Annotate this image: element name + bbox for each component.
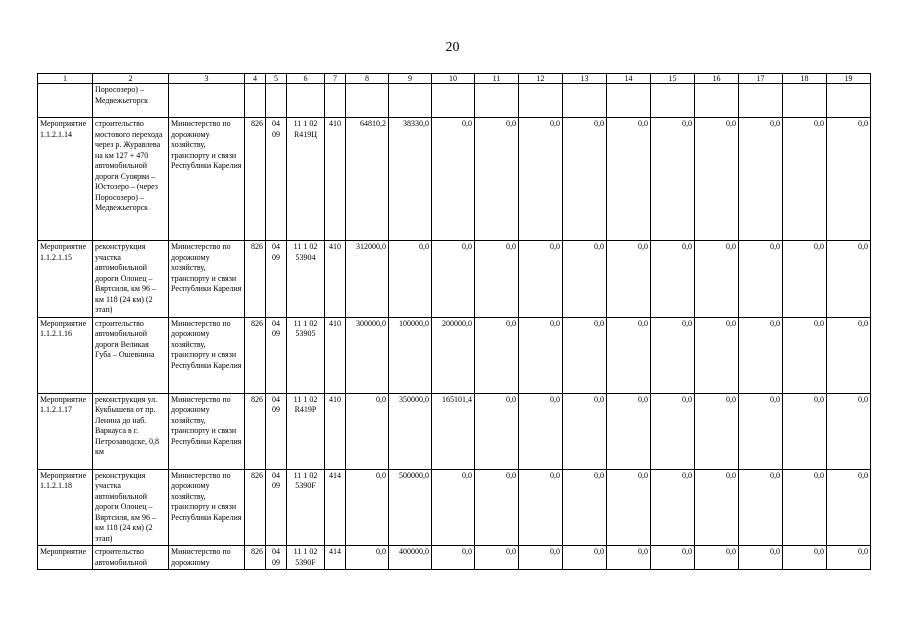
table-cell-c3: Министерство по дорожному хозяйству, транспорту и связи Республики Карелия xyxy=(169,393,245,469)
header-cell: 9 xyxy=(389,74,432,84)
header-cell: 11 xyxy=(475,74,519,84)
table-cell-c18: 0,0 xyxy=(783,317,827,393)
table-cell-c6: 11 1 02 5390F xyxy=(287,469,325,546)
header-cell: 4 xyxy=(245,74,266,84)
table-cell-c10: 165101,4 xyxy=(432,393,475,469)
table-row xyxy=(38,546,871,570)
table-cell-c4: 826 xyxy=(245,469,266,546)
table-cell-c12: 0,0 xyxy=(519,469,563,546)
table-cell-c3: Министерство по дорожному хозяйству, транспорту и связи Республики Карелия xyxy=(169,118,245,241)
table-cell-c2: строительство мостового перехода через р. Журавлева на км 127 + 470 автомобильной дороги Суоярви – Юстозеро – (через Поросозеро) – Медвежьегорск xyxy=(93,118,169,241)
table-cell-c17: 0,0 xyxy=(739,118,783,241)
header-row xyxy=(38,74,871,84)
header-cell: 16 xyxy=(695,74,739,84)
table-cell-c19: 0,0 xyxy=(827,118,871,241)
table-cell-c13: 0,0 xyxy=(563,393,607,469)
table-cell-c6: 11 1 02 5390F xyxy=(287,546,325,570)
table-cell-c14: 0,0 xyxy=(607,393,651,469)
table-cell-c8: 312000,0 xyxy=(346,241,389,318)
page-number: 20 xyxy=(445,40,460,55)
table-cell-c4: 826 xyxy=(245,393,266,469)
header-cell: 1 xyxy=(38,74,93,84)
header-cell: 10 xyxy=(432,74,475,84)
table-cell-c9: 400000,0 xyxy=(389,546,432,570)
table-cell-c11: 0,0 xyxy=(475,118,519,241)
table-cell xyxy=(739,84,783,118)
table-cell xyxy=(563,84,607,118)
table-cell-c7: 410 xyxy=(325,393,346,469)
table-cell-c11: 0,0 xyxy=(475,317,519,393)
table-cell-c6: 11 1 02 R419Р xyxy=(287,393,325,469)
table-cell-c12: 0,0 xyxy=(519,317,563,393)
table-cell-c11: 0,0 xyxy=(475,393,519,469)
header-cell: 15 xyxy=(651,74,695,84)
table-cell xyxy=(827,84,871,118)
table-cell-c1: Мероприятие 1.1.2.1.15 xyxy=(38,241,93,318)
table-cell-c5: 04 09 xyxy=(266,469,287,546)
continuation-row xyxy=(38,84,871,118)
table-row xyxy=(38,241,871,318)
table-cell-c14: 0,0 xyxy=(607,241,651,318)
table-cell-c15: 0,0 xyxy=(651,317,695,393)
table-cell-c4: 826 xyxy=(245,118,266,241)
table-cell-c8: 0,0 xyxy=(346,469,389,546)
table-cell-c16: 0,0 xyxy=(695,317,739,393)
budget-table xyxy=(37,73,871,570)
table-cell-c8: 64810,2 xyxy=(346,118,389,241)
table-cell-c12: 0,0 xyxy=(519,118,563,241)
table-cell-c5: 04 09 xyxy=(266,118,287,241)
table-cell-c19: 0,0 xyxy=(827,241,871,318)
table-cell-c10: 0,0 xyxy=(432,546,475,570)
table-cell-c16: 0,0 xyxy=(695,118,739,241)
table-cell-c8: 300000,0 xyxy=(346,317,389,393)
table-cell xyxy=(783,84,827,118)
table-cell-c1: Мероприятие 1.1.2.1.17 xyxy=(38,393,93,469)
table-cell-c3: Министерство по дорожному хозяйству, транспорту и связи Республики Карелия xyxy=(169,241,245,318)
table-cell-c9: 500000,0 xyxy=(389,469,432,546)
table-cell-c8: 0,0 xyxy=(346,546,389,570)
table-cell-c10: 0,0 xyxy=(432,241,475,318)
table-cell-c17: 0,0 xyxy=(739,546,783,570)
header-cell: 18 xyxy=(783,74,827,84)
table-cell-c5: 04 09 xyxy=(266,241,287,318)
table-cell-c14: 0,0 xyxy=(607,317,651,393)
table-cell-c14: 0,0 xyxy=(607,118,651,241)
table-cell-c14: 0,0 xyxy=(607,546,651,570)
table-cell: Поросозеро) – Медвежьегорск xyxy=(93,84,169,118)
table-cell-c19: 0,0 xyxy=(827,317,871,393)
table-cell-c13: 0,0 xyxy=(563,118,607,241)
table-cell-c4: 826 xyxy=(245,317,266,393)
table-cell-c7: 414 xyxy=(325,469,346,546)
table-cell-c1: Мероприятие 1.1.2.1.18 xyxy=(38,469,93,546)
table-cell-c16: 0,0 xyxy=(695,469,739,546)
table-cell-c9: 38330,0 xyxy=(389,118,432,241)
table-row xyxy=(38,317,871,393)
table-cell xyxy=(346,84,389,118)
table-cell-c17: 0,0 xyxy=(739,317,783,393)
table-cell-c15: 0,0 xyxy=(651,118,695,241)
table-cell-c1: Мероприятие xyxy=(38,546,93,570)
table-cell-c16: 0,0 xyxy=(695,546,739,570)
table-cell-c3: Министерство по дорожному хозяйству, транспорту и связи Республики Карелия xyxy=(169,469,245,546)
table-cell-c3: Министерство по дорожному xyxy=(169,546,245,570)
header-cell: 2 xyxy=(93,74,169,84)
table-cell-c9: 0,0 xyxy=(389,241,432,318)
table-cell-c2: строительство автомобильной дороги Великая Губа – Ошевнина xyxy=(93,317,169,393)
table-cell-c5: 04 09 xyxy=(266,317,287,393)
table-cell-c18: 0,0 xyxy=(783,546,827,570)
table-cell-c17: 0,0 xyxy=(739,241,783,318)
table-cell-c13: 0,0 xyxy=(563,317,607,393)
table-cell-c17: 0,0 xyxy=(739,469,783,546)
header-cell: 5 xyxy=(266,74,287,84)
table-cell-c7: 410 xyxy=(325,317,346,393)
table-cell-c19: 0,0 xyxy=(827,393,871,469)
table-cell-c19: 0,0 xyxy=(827,469,871,546)
table-cell-c11: 0,0 xyxy=(475,546,519,570)
table-cell-c13: 0,0 xyxy=(563,469,607,546)
table-cell xyxy=(266,84,287,118)
table-cell-c5: 04 09 xyxy=(266,393,287,469)
table-cell xyxy=(432,84,475,118)
table-cell-c18: 0,0 xyxy=(783,241,827,318)
table-cell-c18: 0,0 xyxy=(783,118,827,241)
table-cell-c7: 410 xyxy=(325,118,346,241)
table-cell-c2: реконструкция ул. Кукбышева от пр. Ленина до наб. Варкауса в г. Петрозаводске, 0,8 км xyxy=(93,393,169,469)
table-cell-c5: 04 09 xyxy=(266,546,287,570)
header-cell: 8 xyxy=(346,74,389,84)
table-cell-c14: 0,0 xyxy=(607,469,651,546)
table-cell xyxy=(475,84,519,118)
header-cell: 6 xyxy=(287,74,325,84)
table-cell-c6: 11 1 02 R419Ц xyxy=(287,118,325,241)
table-cell-c15: 0,0 xyxy=(651,546,695,570)
header-cell: 19 xyxy=(827,74,871,84)
table-cell-c17: 0,0 xyxy=(739,393,783,469)
table-cell-c7: 414 xyxy=(325,546,346,570)
table-cell-c19: 0,0 xyxy=(827,546,871,570)
table-cell xyxy=(169,84,245,118)
table-cell-c3: Министерство по дорожному хозяйству, транспорту и связи Республики Карелия xyxy=(169,317,245,393)
table-cell-c16: 0,0 xyxy=(695,393,739,469)
table-cell-c11: 0,0 xyxy=(475,241,519,318)
table-cell-c8: 0,0 xyxy=(346,393,389,469)
table-cell xyxy=(287,84,325,118)
table-cell xyxy=(519,84,563,118)
table-cell-c7: 410 xyxy=(325,241,346,318)
table-cell-c16: 0,0 xyxy=(695,241,739,318)
table-cell xyxy=(38,84,93,118)
table-cell-c10: 200000,0 xyxy=(432,317,475,393)
header-cell: 14 xyxy=(607,74,651,84)
table-cell xyxy=(651,84,695,118)
table-cell xyxy=(695,84,739,118)
table-cell-c9: 350000,0 xyxy=(389,393,432,469)
header-cell: 17 xyxy=(739,74,783,84)
table-cell-c9: 100000,0 xyxy=(389,317,432,393)
table-cell-c6: 11 1 02 53904 xyxy=(287,241,325,318)
header-cell: 13 xyxy=(563,74,607,84)
table-cell-c12: 0,0 xyxy=(519,546,563,570)
table-cell xyxy=(245,84,266,118)
table-cell-c18: 0,0 xyxy=(783,393,827,469)
table-cell-c12: 0,0 xyxy=(519,393,563,469)
table-cell-c10: 0,0 xyxy=(432,118,475,241)
table-cell-c4: 826 xyxy=(245,241,266,318)
table-cell-c10: 0,0 xyxy=(432,469,475,546)
table-cell-c13: 0,0 xyxy=(563,546,607,570)
table-cell-c15: 0,0 xyxy=(651,241,695,318)
table-row xyxy=(38,118,871,241)
header-cell: 12 xyxy=(519,74,563,84)
table-cell-c2: реконструкция участка автомобильной дороги Олонец – Вяртсиля, км 96 – км 118 (24 км) (2 этап) xyxy=(93,241,169,318)
header-cell: 7 xyxy=(325,74,346,84)
table-cell xyxy=(607,84,651,118)
table-row xyxy=(38,469,871,546)
table-cell-c12: 0,0 xyxy=(519,241,563,318)
table-cell-c15: 0,0 xyxy=(651,393,695,469)
table-cell-c2: реконструкция участка автомобильной дороги Олонец – Вяртсиля, км 96 – км 118 (24 км) (2 этап) xyxy=(93,469,169,546)
table-cell-c15: 0,0 xyxy=(651,469,695,546)
table-cell-c1: Мероприятие 1.1.2.1.16 xyxy=(38,317,93,393)
table-cell-c2: строительство автомобильной xyxy=(93,546,169,570)
header-cell: 3 xyxy=(169,74,245,84)
table-cell xyxy=(325,84,346,118)
table-cell-c18: 0,0 xyxy=(783,469,827,546)
table-cell-c11: 0,0 xyxy=(475,469,519,546)
table-cell-c4: 826 xyxy=(245,546,266,570)
table-cell-c1: Мероприятие 1.1.2.1.14 xyxy=(38,118,93,241)
table-cell-c6: 11 1 02 53905 xyxy=(287,317,325,393)
table-row xyxy=(38,393,871,469)
table-cell xyxy=(389,84,432,118)
table-cell-c13: 0,0 xyxy=(563,241,607,318)
